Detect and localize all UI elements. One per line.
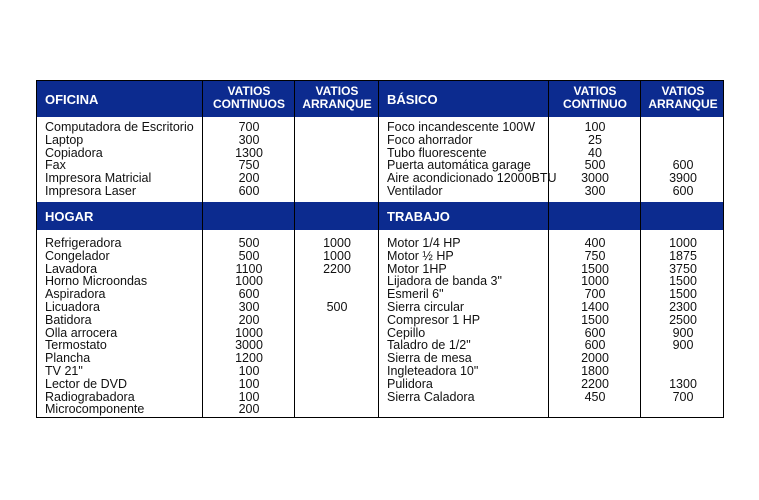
list-item: Lector de DVD [45,376,127,391]
value-cell: 700 [584,287,606,302]
hogar-arranque-values [295,237,379,416]
list-item: Motor ½ HP [387,248,454,263]
basico-continuo-header: VATIOS CONTINUO [563,84,627,111]
basico-continuo-values [549,121,641,198]
oficina-arranque-header: VATIOS ARRANQUE [302,84,372,111]
value-cell: 500 [238,248,260,263]
oficina-items [45,121,194,198]
hogar-continuos-values [203,237,295,416]
list-item: Aire acondicionado 12000BTU [387,171,557,186]
list-item: Congelador [45,248,110,263]
list-item: Lavadora [45,261,98,276]
value-cell [295,365,379,378]
value-cell: 2500 [669,312,697,327]
value-cell: 3000 [581,171,609,186]
value-cell: 600 [584,325,606,340]
value-cell: 3000 [235,338,263,353]
trabajo-arranque-values [641,237,725,403]
value-cell: 2200 [323,261,351,276]
value-cell: 1300 [235,145,263,160]
value-cell: 300 [238,299,260,314]
value-cell: 2200 [581,376,609,391]
list-item: Taladro de 1/2" [387,338,471,353]
value-cell: 1000 [581,274,609,289]
list-item: Fax [45,158,66,173]
list-item: Impresora Matricial [45,171,152,186]
wattage-table [36,80,724,418]
basico-items [387,121,557,198]
top-header-band [37,81,723,117]
list-item: Motor 1HP [387,261,447,276]
list-item: Motor 1/4 HP [387,236,461,250]
value-cell: 300 [238,132,260,147]
list-item: Computadora de Escritorio [45,120,194,134]
value-cell [295,159,379,172]
value-cell: 1000 [323,236,351,250]
value-cell: 1500 [581,312,609,327]
list-item: TV 21" [45,363,83,378]
value-cell: 1500 [581,261,609,276]
list-item: Tubo fluorescente [387,145,487,160]
section-title-trabajo: TRABAJO [387,209,450,224]
value-cell: 450 [584,389,606,404]
list-item: Sierra Caladora [387,389,475,404]
value-cell: 500 [238,236,260,250]
value-cell: 400 [584,236,606,250]
list-item: Copiadora [45,145,103,160]
value-cell: 2300 [669,299,697,314]
basico-arranque-values [641,121,725,198]
list-item: Termostato [45,338,107,353]
list-item: Laptop [45,132,84,147]
value-cell [295,352,379,365]
value-cell [295,314,379,327]
basico-arranque-header: VATIOS ARRANQUE [648,84,718,111]
list-item: Foco ahorrador [387,132,473,147]
list-item: Ingleteadora 10" [387,363,479,378]
list-item: Batidora [45,312,92,327]
value-cell [641,365,725,378]
value-cell [295,339,379,352]
value-cell: 1200 [235,351,263,366]
list-item: Ventilador [387,183,443,198]
value-cell: 1000 [235,325,263,340]
trabajo-items [387,237,502,403]
section-title-oficina: OFICINA [45,92,99,107]
value-cell: 1500 [669,274,697,289]
list-item: Sierra circular [387,299,465,314]
value-cell: 600 [672,158,694,173]
value-cell: 40 [588,145,602,160]
value-cell [641,134,725,147]
value-cell [295,147,379,160]
value-cell: 100 [238,363,260,378]
value-cell: 600 [672,183,694,198]
middle-header-band [37,202,723,230]
value-cell [295,121,379,134]
value-cell: 1300 [669,376,697,391]
list-item: Olla arrocera [45,325,118,340]
value-cell: 1500 [669,287,697,302]
value-cell: 500 [326,299,348,314]
value-cell: 1400 [581,299,609,314]
list-item: Sierra de mesa [387,351,472,366]
value-cell: 100 [238,376,260,391]
value-cell [295,327,379,340]
value-cell [295,185,379,198]
value-cell: 1000 [323,248,351,263]
section-title-basico: BÁSICO [387,92,438,107]
value-cell: 3900 [669,171,697,186]
value-cell: 900 [672,325,694,340]
list-item: Pulidora [387,376,433,391]
oficina-continuos-header: VATIOS CONTINUOS [213,84,285,111]
value-cell: 1000 [669,236,697,250]
value-cell: 3750 [669,261,697,276]
value-cell [295,172,379,185]
list-item: Plancha [45,351,91,366]
list-item: Impresora Laser [45,183,137,198]
value-cell: 900 [672,338,694,353]
value-cell: 500 [584,158,606,173]
value-cell: 2000 [581,351,609,366]
list-item: Radiograbadora [45,389,135,404]
value-cell: 700 [238,120,260,134]
value-cell: 200 [238,312,260,327]
value-cell: 100 [238,389,260,404]
list-item: Esmeril 6" [387,287,444,302]
oficina-arranque-values [295,121,379,198]
oficina-continuos-values [203,121,295,198]
value-cell [295,275,379,288]
value-cell [641,121,725,134]
value-cell: 1875 [669,248,697,263]
trabajo-continuos-values [549,237,641,403]
value-cell [295,134,379,147]
section-title-hogar: HOGAR [45,209,94,224]
value-cell: 300 [584,183,606,198]
value-cell [641,352,725,365]
list-item: Horno Microondas [45,274,148,289]
value-cell: 25 [588,132,602,147]
value-cell: 1800 [581,363,609,378]
list-item: Puerta automática garage [387,158,531,173]
value-cell: 600 [238,287,260,302]
list-item: Aspiradora [45,287,106,302]
list-item: Foco incandescente 100W [387,120,536,134]
value-cell [295,403,379,416]
list-item: Cepillo [387,325,426,340]
hogar-items [45,237,147,416]
value-cell [295,378,379,391]
value-cell: 750 [238,158,260,173]
value-cell: 700 [672,389,694,404]
value-cell: 1100 [235,261,263,276]
value-cell: 600 [584,338,606,353]
value-cell: 600 [238,183,260,198]
list-item: Compresor 1 HP [387,312,481,327]
value-cell: 750 [584,248,606,263]
value-cell [295,391,379,404]
value-cell: 200 [238,171,260,186]
list-item: Refrigeradora [45,236,122,250]
list-item: Microcomponente [45,402,145,417]
value-cell: 100 [584,120,606,134]
list-item: Licuadora [45,299,100,314]
list-item: Lijadora de banda 3" [387,274,502,289]
value-cell: 200 [238,402,260,417]
value-cell: 1000 [235,274,263,289]
